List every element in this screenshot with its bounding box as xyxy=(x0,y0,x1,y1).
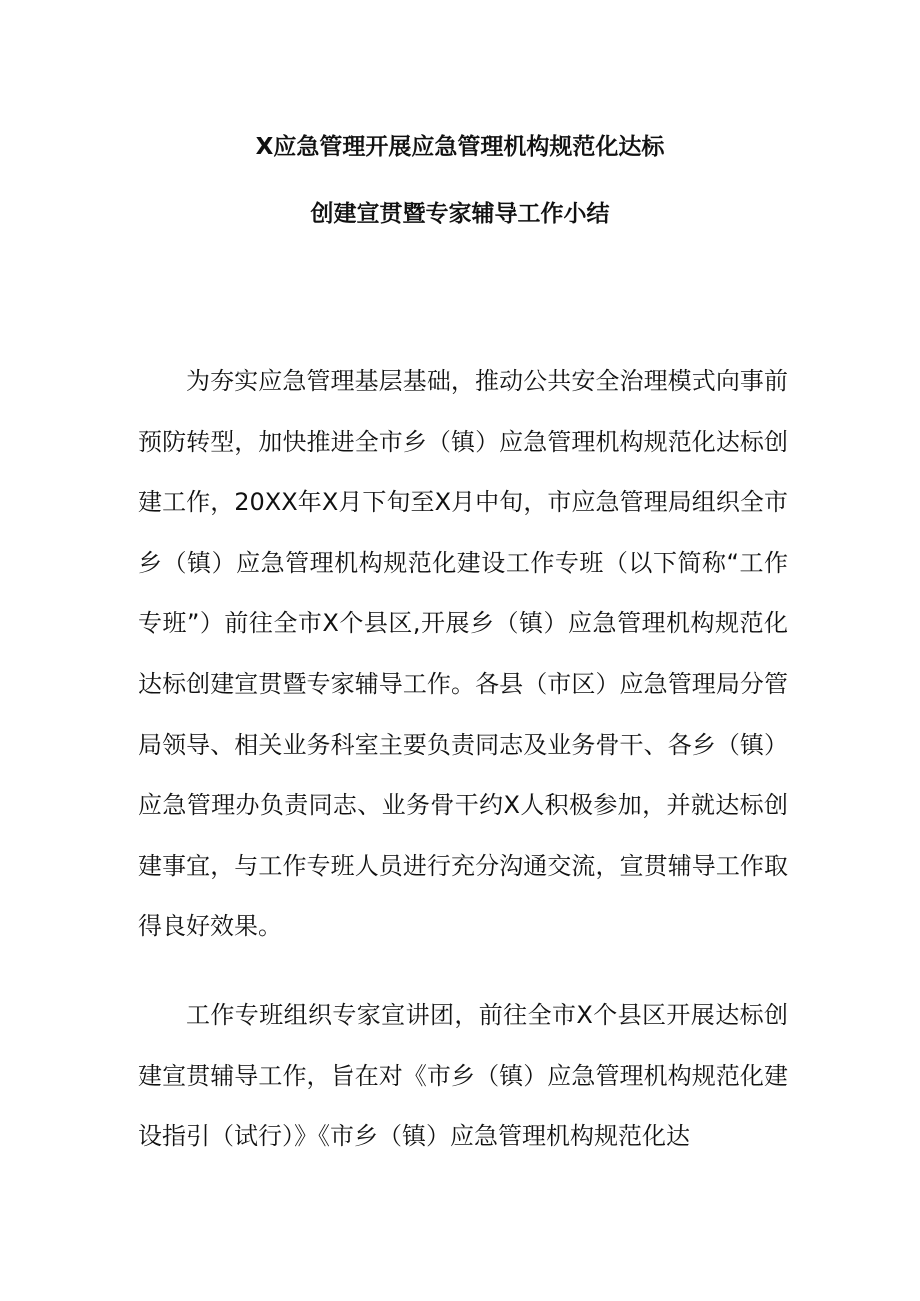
document-title-line-2: 创建宣贯暨专家辅导工作小结 xyxy=(310,201,610,227)
document-title-line-1: X应急管理开展应急管理机构规范化达标 xyxy=(255,134,665,160)
body-paragraph-1: 为夯实应急管理基层基础，推动公共安全治理模式向事前预防转型，加快推进全市乡（镇）应急管理机构规范化达标创建工作，20XX年X月下旬至X月中旬，市应急管理局组织全市乡（镇）应急管理机构规范化建设工作专班（以下简称“工作专班”）前往全市X个县区,开展乡（镇）应急管理机构规范化达标创建宣贯暨专家辅导工作。各县（市区）应急管理局分管局领导、相关业务科室主要负责同志及业务骨干、各乡（镇）应急管理办负责同志、业务骨干约X人积极参加，并就达标创建事宜，与工作专班人员进行充分沟通交流，宣贯辅导工作取得良好效果。 xyxy=(138,367,788,941)
body-paragraph-2: 工作专班组织专家宣讲团，前往全市X个县区开展达标创建宣贯辅导工作，旨在对《市乡（镇）应急管理机构规范化建设指引（试行）》《市乡（镇）应急管理机构规范化达 xyxy=(138,1001,788,1151)
